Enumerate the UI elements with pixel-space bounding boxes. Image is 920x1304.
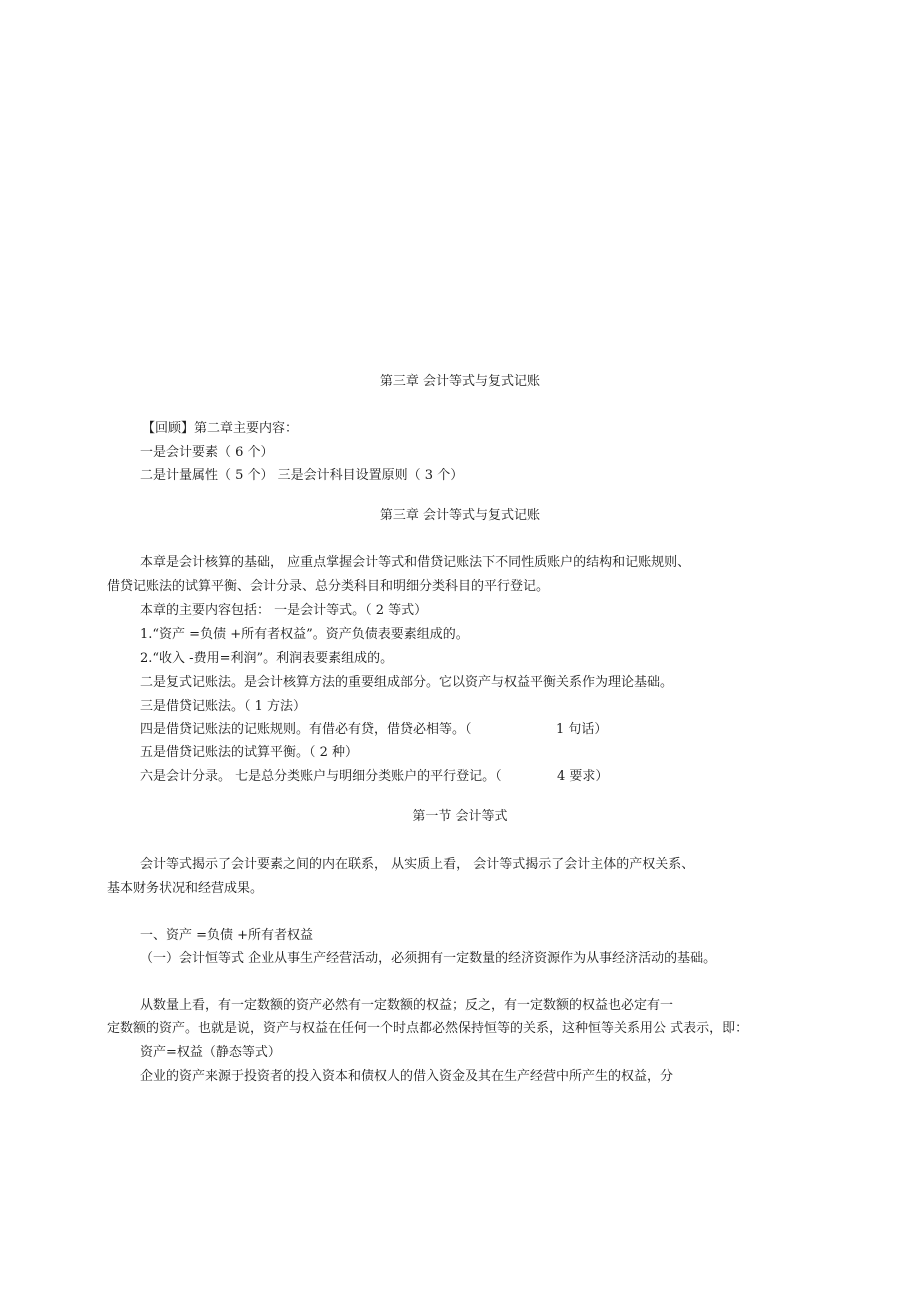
intro-line-9: 五是借贷记账法的试算平衡。（ 2 种）	[140, 745, 359, 760]
intro-line-8b: 1 句话）	[556, 722, 608, 737]
intro-line-1: 本章是会计核算的基础， 应重点掌握会计等式和借贷记账法下不同性质账户的结构和记账规则、	[140, 555, 691, 570]
intro-line-10a: 六是会计分录。 七是总分类账户与明细分类账户的平行登记。（	[140, 769, 502, 784]
review-heading: 【回顾】第二章主要内容：	[142, 421, 299, 436]
subsection-item-1: （一）会计恒等式 企业从事生产经营活动，必须拥有一定数量的经济资源作为从事经济活动的基础。	[140, 951, 717, 966]
review-item-2: 二是计量属性（ 5 个） 三是会计科目设置原则（ 3 个）	[140, 468, 464, 483]
intro-line-6: 二是复式记账法。是会计核算方法的重要组成部分。它以资产与权益平衡关系作为理论基础。	[140, 675, 674, 690]
intro-line-5: 2.“收入 -费用=利润”。利润表要素组成的。	[140, 651, 394, 666]
intro-line-7: 三是借贷记账法。（ 1 方法）	[140, 699, 307, 714]
section-para-1-line-1: 会计等式揭示了会计要素之间的内在联系， 从实质上看， 会计等式揭示了会计主体的产权关系、	[140, 857, 695, 872]
section-para-3-line-1: 企业的资产来源于投资者的投入资本和债权人的借入资金及其在生产经营中所产生的权益，分	[140, 1069, 674, 1084]
formula-line: 资产=权益（静态等式）	[140, 1045, 281, 1060]
section-title: 第一节 会计等式	[412, 809, 508, 824]
subsection-heading: 一、资产 =负债 +所有者权益	[140, 928, 314, 943]
intro-line-10b: 4 要求）	[557, 769, 609, 784]
intro-line-4: 1.“资产 =负债 +所有者权益”。资产负债表要素组成的。	[140, 627, 469, 642]
header-title: 第三章 会计等式与复式记账	[379, 374, 541, 389]
section-para-2-line-2: 定数额的资产。也就是说，资产与权益在任何一个时点都必然保持恒等的关系，这种恒等关系用公 式表示，即：	[107, 1021, 749, 1036]
intro-line-3: 本章的主要内容包括： 一是会计等式。（ 2 等式）	[140, 603, 428, 618]
intro-line-2: 借贷记账法的试算平衡、会计分录、总分类科目和明细分类科目的平行登记。	[107, 579, 550, 594]
section-para-2-line-1: 从数量上看，有一定数额的资产必然有一定数额的权益；反之，有一定数额的权益也必定有一	[140, 998, 674, 1013]
intro-line-8a: 四是借贷记账法的记账规则。有借必有贷，借贷必相等。（	[140, 722, 472, 737]
chapter-title: 第三章 会计等式与复式记账	[379, 508, 541, 523]
review-item-1: 一是会计要素（ 6 个）	[140, 445, 274, 460]
section-para-1-line-2: 基本财务状况和经营成果。	[107, 881, 264, 896]
